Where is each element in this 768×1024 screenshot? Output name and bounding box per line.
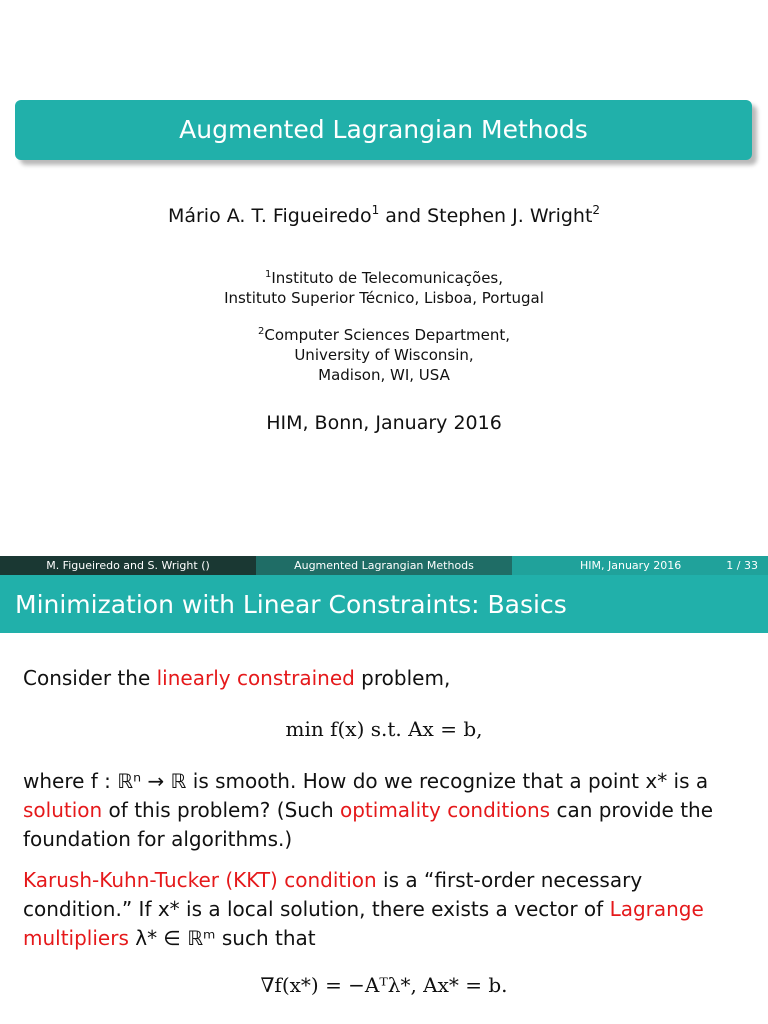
affiliation-2 <box>0 322 768 385</box>
paragraph-2-text-a: where f : ℝⁿ → ℝ is smooth. How do we recognize that a point x* is a <box>23 769 709 793</box>
affiliation-2-line-3: Madison, WI, USA <box>318 366 450 384</box>
affiliation-2-line-2: University of Wisconsin, <box>294 346 474 364</box>
content-slide <box>0 575 768 1024</box>
footer-right <box>512 556 768 575</box>
paragraph-1 <box>23 664 743 693</box>
paragraph-1-text-a: Consider the <box>23 666 157 690</box>
affiliation-1-superscript: 1 <box>264 269 272 280</box>
affiliation-1 <box>0 265 768 308</box>
footer-date: HIM, January 2016 <box>580 559 682 572</box>
paragraph-2-text-b: of this problem? (Such <box>102 798 340 822</box>
author-1-superscript: 1 <box>371 203 380 217</box>
highlight-optimality-conditions: optimality conditions <box>339 798 551 822</box>
paragraph-2-text-c: can provide the foundation for algorithms.) <box>23 798 714 851</box>
frame-title: Minimization with Linear Constraints: Basics <box>0 575 768 633</box>
paragraph-1-text-b: problem, <box>354 666 451 690</box>
footer-page-number: 1 / 33 <box>726 559 758 572</box>
equation-kkt: ∇f(x*) = −Aᵀλ*, Ax* = b. <box>260 973 508 997</box>
presentation-title: Augmented Lagrangian Methods <box>15 100 752 160</box>
paragraph-3-text-b: λ* ∈ ℝᵐ such that <box>128 926 316 950</box>
paragraph-2 <box>23 767 743 854</box>
author-2: and Stephen J. Wright <box>385 205 593 227</box>
highlight-solution: solution <box>23 798 103 822</box>
author-1: Mário A. T. Figueiredo <box>167 205 372 227</box>
paragraph-3 <box>23 866 743 953</box>
footer-title: Augmented Lagrangian Methods <box>256 556 512 575</box>
affiliation-2-line-1: Computer Sciences Department, <box>264 326 510 344</box>
slide-footer <box>0 556 768 575</box>
highlight-kkt-condition: Karush-Kuhn-Tucker (KKT) condition <box>23 868 377 892</box>
event-line: HIM, Bonn, January 2016 <box>266 412 502 434</box>
affiliation-1-line-2: Instituto Superior Técnico, Lisboa, Portugal <box>224 289 544 307</box>
footer-authors-text: M. Figueiredo and S. Wright () <box>46 559 210 572</box>
affiliation-1-line-1: Instituto de Telecomunicações, <box>271 269 504 287</box>
equation-problem: min f(x) s.t. Ax = b, <box>285 717 483 741</box>
highlight-linearly-constrained: linearly constrained <box>156 666 355 690</box>
footer-authors <box>0 556 256 575</box>
author-line <box>0 203 768 227</box>
author-2-superscript: 2 <box>592 203 601 217</box>
affiliation-2-superscript: 2 <box>258 326 265 337</box>
highlight-lagrange-multipliers: Lagrange multipliers <box>23 897 704 950</box>
paragraph-3-text-a: is a “first-order necessary condition.” If x* is a local solution, there exists a vector of <box>23 868 643 921</box>
